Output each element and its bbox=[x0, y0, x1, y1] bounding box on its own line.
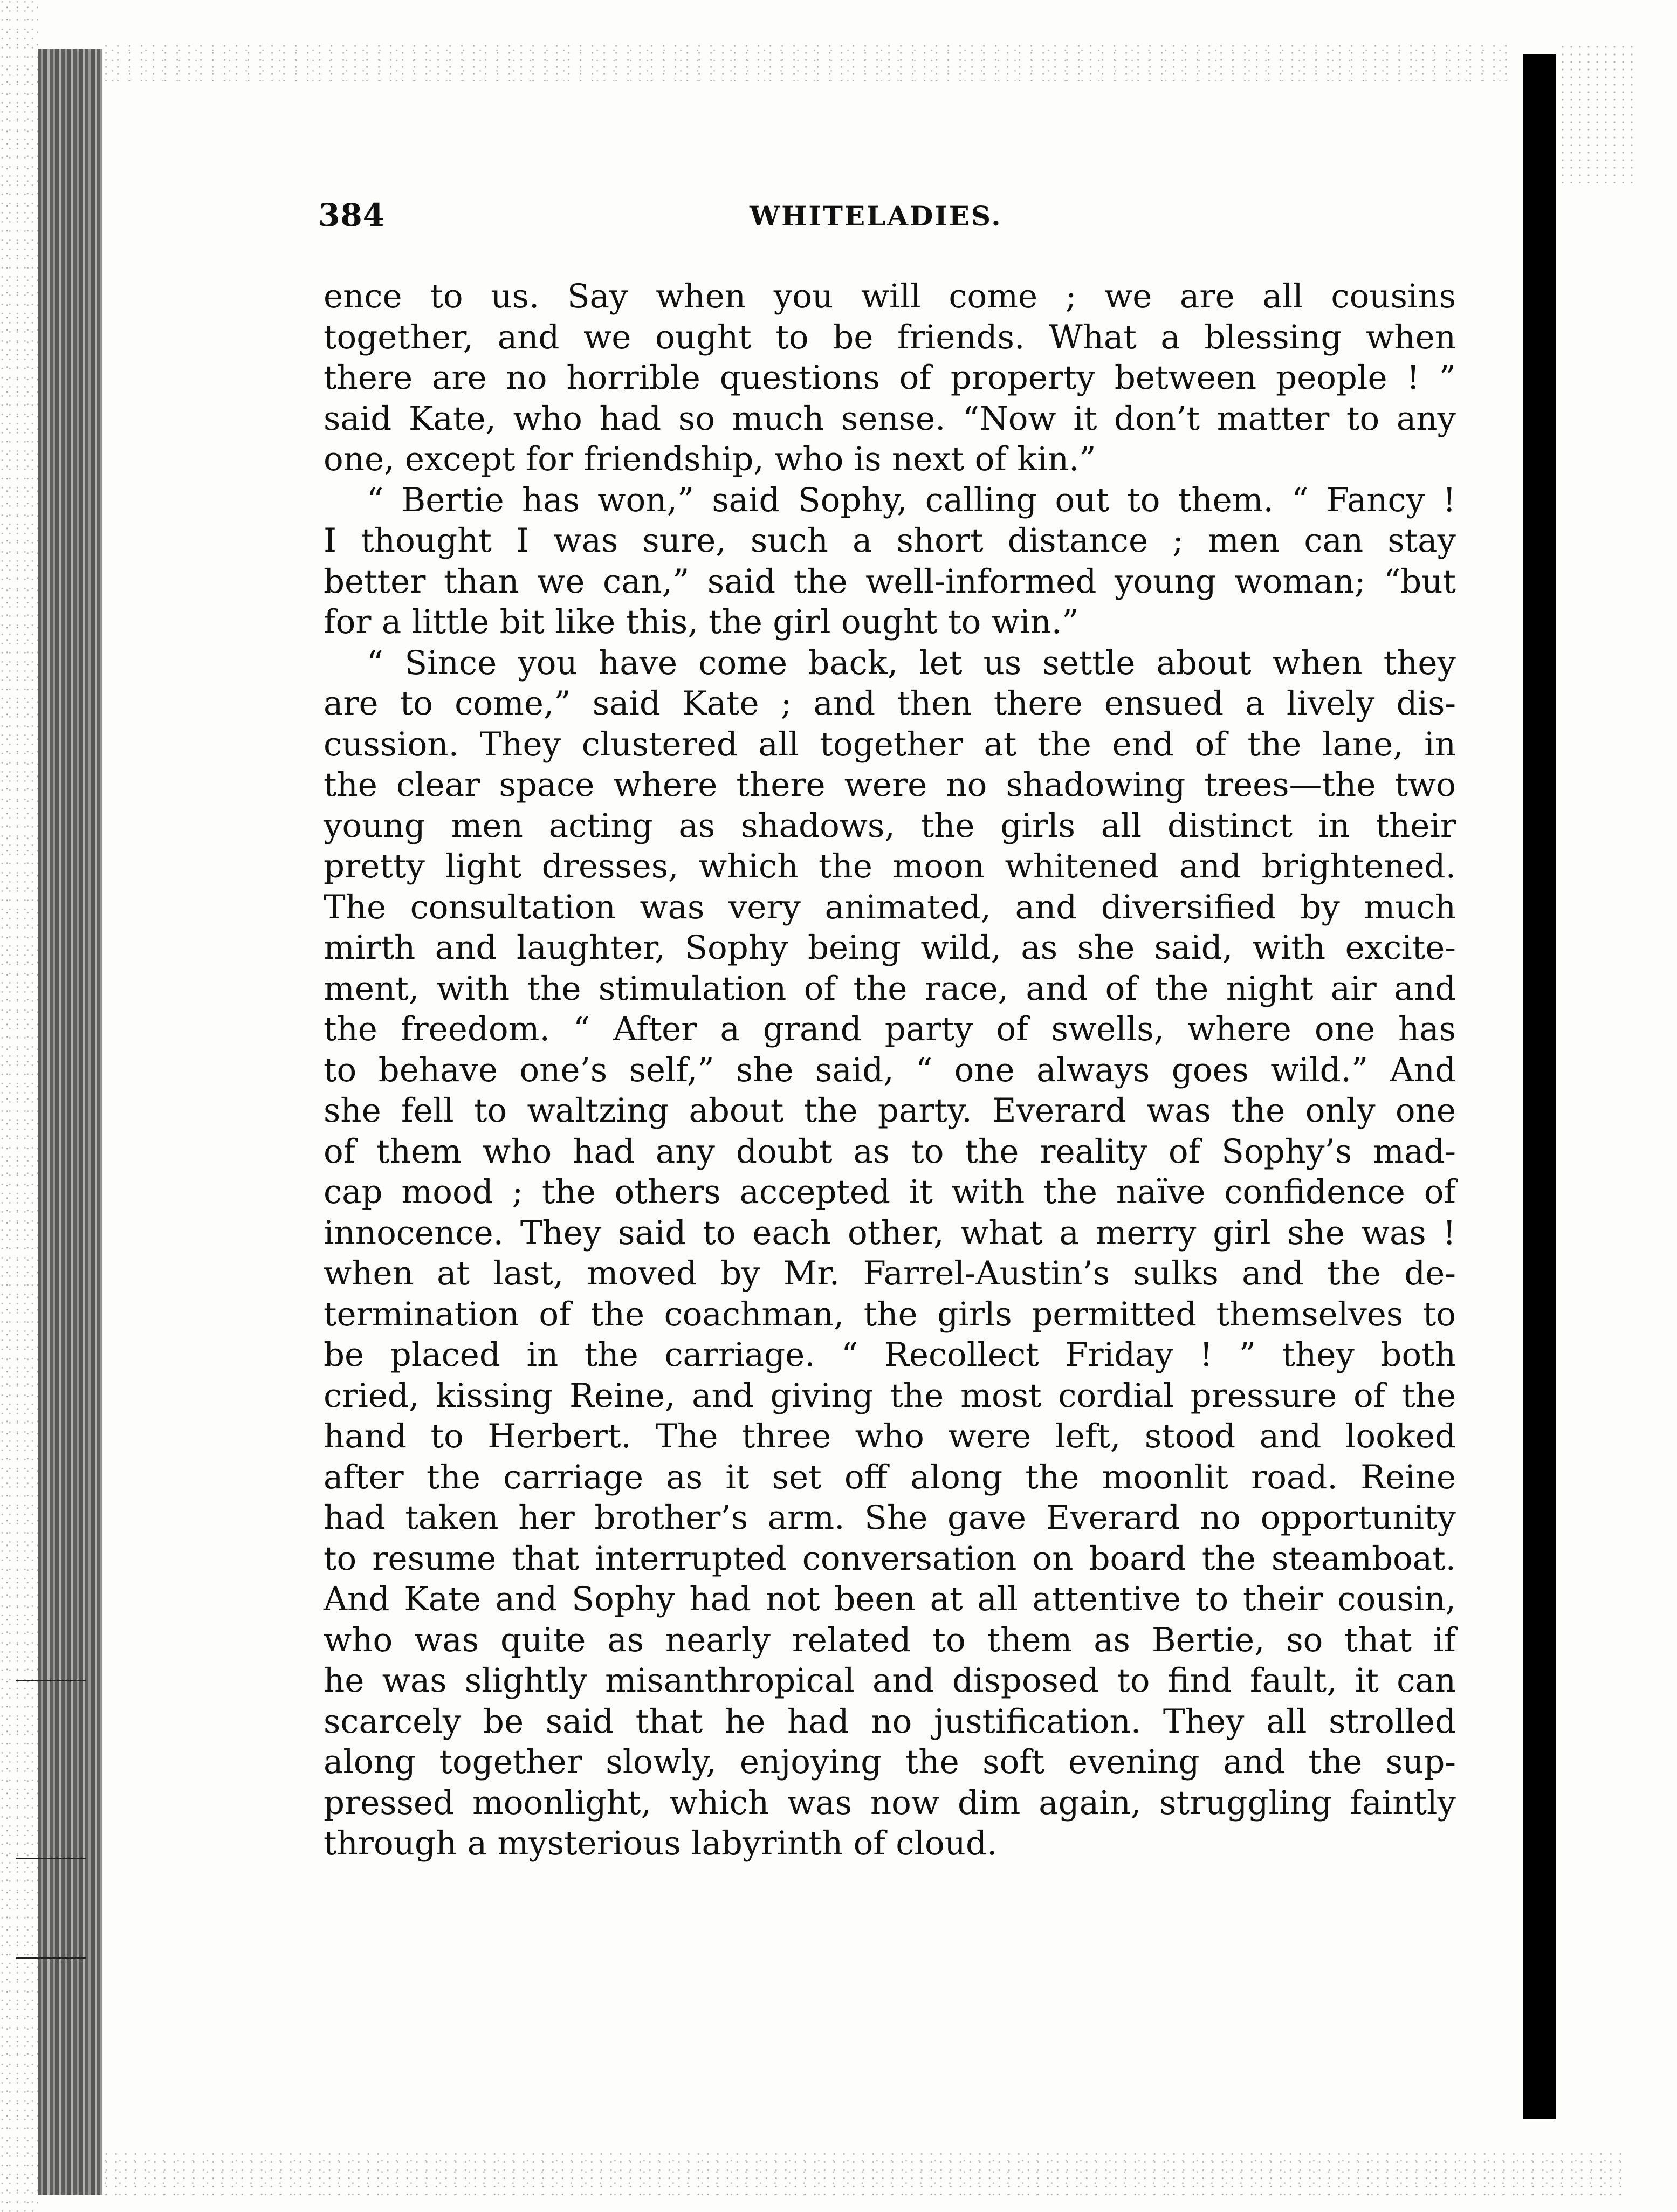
text-line: who was quite as nearly related to them as Bertie, so that if bbox=[324, 1620, 1456, 1659]
text-line: better than we can,” said the well-informed young woman; “but bbox=[324, 562, 1456, 601]
text-line: And Kate and Sophy had not been at all attentive to their cousin, bbox=[324, 1580, 1456, 1618]
text-line: for a little bit like this, the girl ought to win.” bbox=[324, 603, 1079, 641]
text-line: the freedom. “ After a grand party of swells, where one has bbox=[324, 1010, 1456, 1048]
text-line: ment, with the stimulation of the race, and of the night air and bbox=[324, 969, 1456, 1008]
text-line: young men acting as shadows, the girls all distinct in their bbox=[324, 806, 1456, 845]
right-edge-noise bbox=[1558, 43, 1639, 183]
text-line: along together slowly, enjoying the soft evening and the sup- bbox=[324, 1743, 1456, 1781]
right-edge-shadow bbox=[1523, 54, 1556, 2119]
text-line: be placed in the carriage. “ Recollect Friday ! ” they both bbox=[324, 1336, 1456, 1374]
text-line: pretty light dresses, which the moon whitened and brightened. bbox=[324, 847, 1456, 885]
margin-mark bbox=[16, 1957, 86, 1959]
text-line: The consultation was very animated, and diversified by much bbox=[324, 888, 1456, 926]
text-line: mirth and laughter, Sophy being wild, as she said, with excite- bbox=[324, 929, 1456, 967]
text-line: scarcely be said that he had no justification. They all strolled bbox=[324, 1702, 1456, 1741]
text-line: ence to us. Say when you will come ; we are all cousins bbox=[324, 277, 1456, 315]
left-edge-noise bbox=[0, 0, 38, 2212]
text-line: one, except for friendship, who is next of kin.” bbox=[324, 440, 1096, 478]
text-line: together, and we ought to be friends. What a blessing when bbox=[324, 318, 1456, 356]
text-line: there are no horrible questions of property between people ! ” bbox=[324, 359, 1456, 397]
text-line: the clear space where there were no shadowing trees—the two bbox=[324, 766, 1456, 804]
text-line: had taken her brother’s arm. She gave Everard no opportunity bbox=[324, 1499, 1456, 1537]
text-line: when at last, moved by Mr. Farrel-Austin’s sulks and the de- bbox=[324, 1254, 1456, 1293]
body-text bbox=[324, 276, 1456, 1864]
text-line: innocence. They said to each other, what a merry girl she was ! bbox=[324, 1213, 1456, 1252]
margin-mark bbox=[16, 1858, 86, 1859]
text-line: I thought I was sure, such a short distance ; men can stay bbox=[324, 521, 1456, 560]
page-number: 384 bbox=[318, 197, 386, 233]
text-line: “ Bertie has won,” said Sophy, calling out to them. “ Fancy ! bbox=[367, 480, 1456, 519]
text-line: she fell to waltzing about the party. Everard was the only one bbox=[324, 1091, 1456, 1130]
text-line: after the carriage as it set off along the moonlit road. Reine bbox=[324, 1458, 1456, 1496]
text-line: of them who had any doubt as to the reality of Sophy’s mad- bbox=[324, 1132, 1456, 1171]
running-title: WHITELADIES. bbox=[750, 200, 1002, 232]
text-line: said Kate, who had so much sense. “Now it don’t matter to any bbox=[324, 399, 1456, 438]
margin-mark bbox=[16, 1680, 86, 1681]
book-binding-shadow bbox=[38, 49, 102, 2195]
text-line: to resume that interrupted conversation on board the steamboat. bbox=[324, 1539, 1456, 1578]
text-line: cried, kissing Reine, and giving the most cordial pressure of the bbox=[324, 1376, 1456, 1415]
top-edge-noise bbox=[102, 43, 1515, 81]
text-line: cussion. They clustered all together at the end of the lane, in bbox=[324, 725, 1456, 764]
text-line: “ Since you have come back, let us settle about when they bbox=[367, 643, 1456, 682]
text-line: through a mysterious labyrinth of cloud. bbox=[324, 1824, 998, 1863]
text-line: to behave one’s self,” she said, “ one always goes wild.” And bbox=[324, 1050, 1456, 1089]
text-line: are to come,” said Kate ; and then there ensued a lively dis- bbox=[324, 684, 1456, 723]
bottom-edge-noise bbox=[102, 2152, 1623, 2200]
text-line: termination of the coachman, the girls permitted themselves to bbox=[324, 1295, 1456, 1334]
page-header bbox=[318, 197, 1477, 240]
text-line: cap mood ; the others accepted it with the naïve confidence of bbox=[324, 1173, 1456, 1211]
text-line: he was slightly misanthropical and disposed to find fault, it can bbox=[324, 1661, 1456, 1700]
text-line: hand to Herbert. The three who were left, stood and looked bbox=[324, 1417, 1456, 1455]
text-line: pressed moonlight, which was now dim again, struggling faintly bbox=[324, 1783, 1456, 1822]
